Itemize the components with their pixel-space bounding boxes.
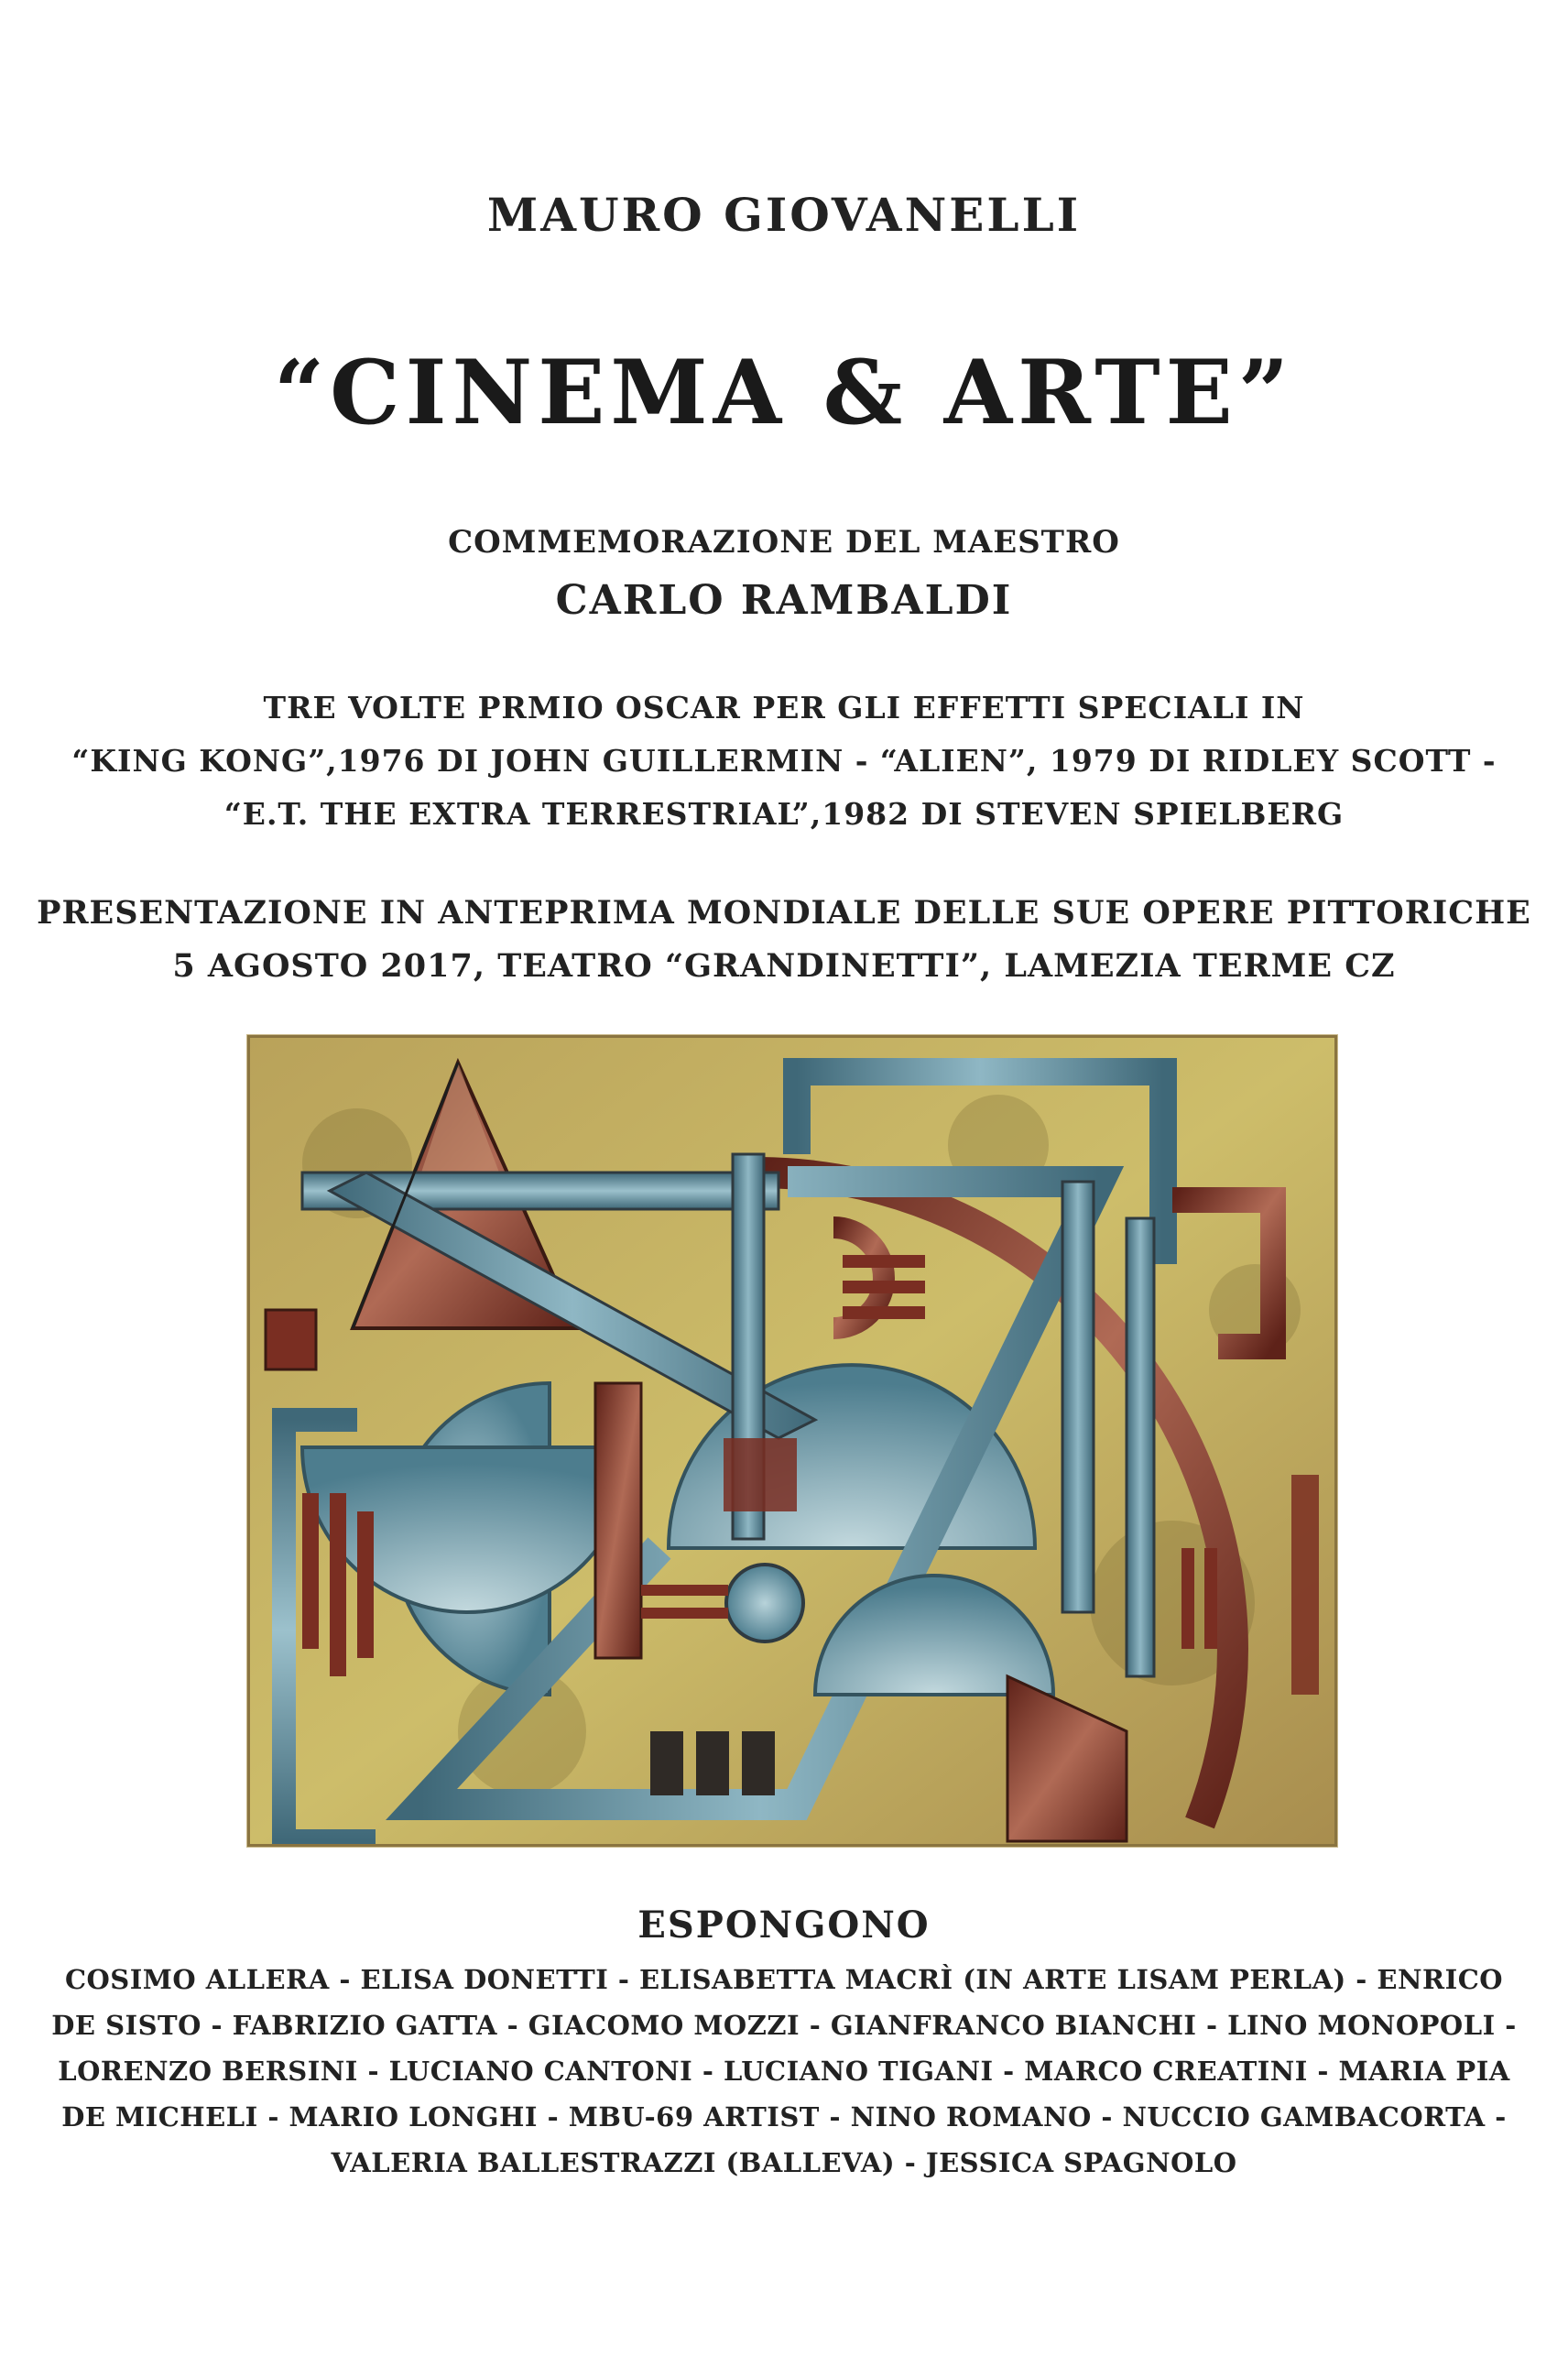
presentation-line-2: 5 AGOSTO 2017, TEATRO “GRANDINETTI”, LAMEZIA TERME CZ xyxy=(172,947,1396,985)
exhibitors-line-2: DE SISTO - FABRIZIO GATTA - GIACOMO MOZZI - GIANFRANCO BIANCHI - LINO MONOPOLI - xyxy=(51,2010,1517,2041)
oscar-line-3: “E.T. THE EXTRA TERRESTRIAL”,1982 DI STEVEN SPIELBERG xyxy=(223,796,1345,832)
presentation-line-1: PRESENTAZIONE IN ANTEPRIMA MONDIALE DELLE SUE OPERE PITTORICHE xyxy=(37,894,1531,932)
abstract-painting-image xyxy=(247,1035,1337,1847)
oscar-line-2: “KING KONG”,1976 DI JOHN GUILLERMIN - “ALIEN”, 1979 DI RIDLEY SCOTT - xyxy=(71,743,1497,779)
exhibitors-line-3: LORENZO BERSINI - LUCIANO CANTONI - LUCIANO TIGANI - MARCO CREATINI - MARIA PIA xyxy=(58,2056,1510,2087)
exhibitors-heading: ESPONGONO xyxy=(637,1903,931,1947)
exhibitors-line-5: VALERIA BALLESTRAZZI (BALLEVA) - JESSICA SPAGNOLO xyxy=(331,2147,1237,2178)
artist-name: MAURO GIOVANELLI xyxy=(486,188,1082,242)
commemoration-line: COMMEMORAZIONE DEL MAESTRO xyxy=(448,524,1120,561)
exhibitors-line-4: DE MICHELI - MARIO LONGHI - MBU-69 ARTIST - NINO ROMANO - NUCCIO GAMBACORTA - xyxy=(61,2101,1507,2133)
exhibitors-line-1: COSIMO ALLERA - ELISA DONETTI - ELISABETTA MACRÌ (IN ARTE LISAM PERLA) - ENRICO xyxy=(64,1964,1504,1995)
oscar-line-1: TRE VOLTE PRMIO OSCAR PER GLI EFFETTI SPECIALI IN xyxy=(263,690,1305,725)
honoree-name: CARLO RAMBALDI xyxy=(555,577,1013,624)
exhibition-title: “CINEMA & ARTE” xyxy=(273,341,1295,444)
